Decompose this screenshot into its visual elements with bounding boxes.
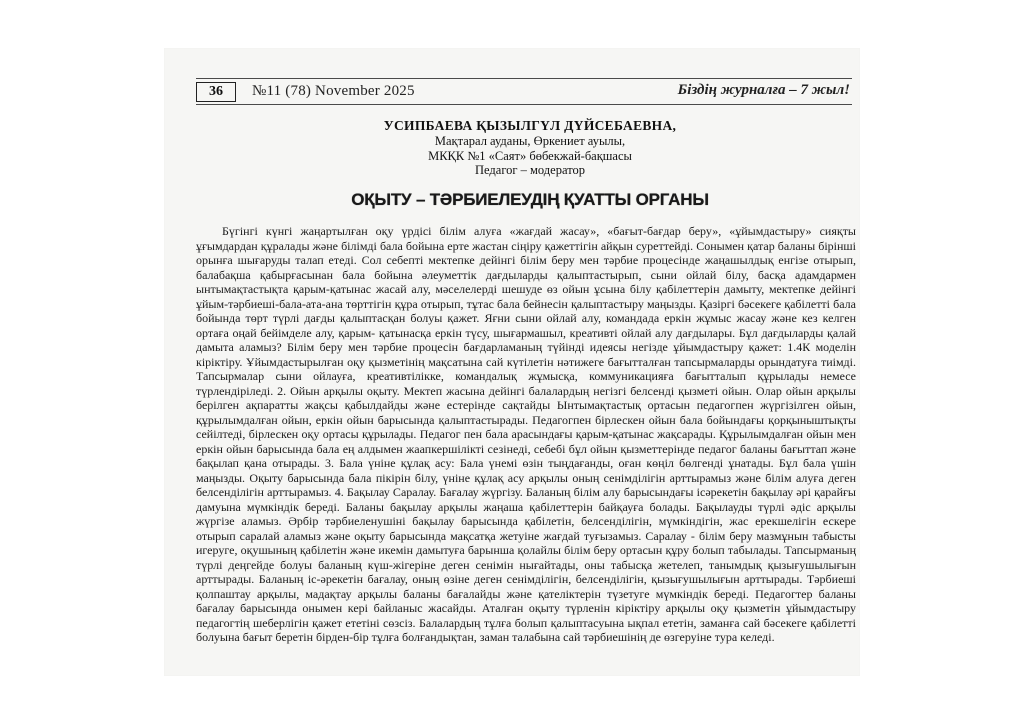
author-location: Мақтарал ауданы, Өркениет ауылы, xyxy=(434,134,626,148)
article-title: ОҚЫТУ – ТӘРБИЕЛЕУДІҢ ҚУАТТЫ ОРГАНЫ xyxy=(351,190,709,209)
author-institution: МКҚК №1 «Саят» бөбекжай-бақшасы xyxy=(428,148,632,163)
header-bottom-rule xyxy=(196,104,852,105)
journal-tagline: Біздің журналға – 7 жыл! xyxy=(677,82,850,98)
author-name: УСИПБАЕВА ҚЫЗЫЛГҮЛ ДҮЙСЕБАЕВНА, xyxy=(383,118,677,133)
header-top-rule xyxy=(196,78,852,79)
author-position: Педагог – модератор xyxy=(475,163,585,177)
article-body: Бүгінгі күнгі жаңартылған оқу үрдісі білім алуға «жағдай жасау», «бағыт-бағдар беру», «ұйымдастыру» сияқты ұғымдардан құралады және білімді бала бойына ерте жастан сіңіру қажеттігін айқын суреттейді. Сонымен қатар баланы бірінші орынға шығаруды талап етеді. Сол себепті мектепке дейінгі білім беру мен тәрбие процесінде жаңашылдық енгізе отырып, балабақша қабырғасынан бала бойына әлеуметтік дағдыларды қалыптастырып, сыни ойлай білу, басқа адамдармен ынтымақтастықта қарым-қатынас жасай алу, мәселелерді шешуде өз ойын ұсына білу қабілеттерін дамыту, мектепке дейінгі ұйым-тәрбиеші-бала-ата-ана төрттігін құра отырып, тұтас бала бейнесін қалыптастыру маңызды. Қазіргі бәсекеге қабілетті бала бойында төрт түрлі дағды қалыптасқан болуы қажет. Яғни сыни ойлай алу, командада еркін жұмыс жасау және кез келген ортаға оңай бейімделе алу, қарым- қатынасқа еркін түсу, шығармашыл, креативті ойлай алу дағдылары. Бұл дағдыларды қалай дамыта аламыз? Білім беру мен тәрбие процесін бағдарламаның түйінді идеясы негізде ұйымдастыру қажет: 1.4К моделін кіріктіру. Ұйымдастырылған оқу қызметінің мақсатына сай күтілетін нәтижеге бағытталған тапсырмаларды орындатуға тиімді. Тапсырмалар сыни ойлауға, креативтілікке, командалық жұмысқа, коммуникацияға бағытталып құрылады немесе түрлендіріледі. 2. Ойын арқылы оқыту. Мектеп жасына дейінгі балалардың негізгі белсенді қызметі ойын. Олар ойын арқылы берілген ақпаратты жақсы қабылдайды және естерінде сақтайды Ынтымақтастық ортасын педагогпен жүргізілген ойын, құрылымдалған ойын, еркін ойын барысында қалыптастырады. Педагогпен бірлескен ойын бала бойындағы қорқыныштықты сейілтеді, бірлескен оқу ортасы құрылады. Педагог пен бала арасындағы қарым-қатынас жақсарады. Құрылымдалған ойын мен еркін ойын барысында бала ең алдымен жаапкершілікті сезінеді, себебі бұл ойын қызметтерінде педагог баланы бағыттап және бақылап қана отырады. 3. Бала үніне құлақ асу: Бала үнемі өзін тыңдағанды, оған көңіл бөлгенді ұнатады. Бұл бала үшін маңызды. Оқыту барысында бала пікірін білу, үніне құлақ асу арқылы оның сенімділігін арттырамыз және білім алуға деген белсенділігін арттырамыз. 4. Бақылау Саралау. Бағалау жүргізу. Баланың білім алу барысындағы ісәрекетін бақылау әрі қарайғы дамуына мүмкіндік береді. Баланы бақылау арқылы жаңаша қабілеттерін байқауға болады. Бақылауды түрлі әдіс арқылы жүргізе аламыз. Әрбір тәрбиеленушіні бақылау барысында қабілетін, белсенділігін, мүмкіндігін, жас ерекшелігін ескере отырып саралай аламыз және оқыту барысында мақсатқа жетуіне жағдай туғызамыз. Саралау - білім беру мазмұнын табысты игеруге, оқушының қабілетін және икемін дамытуға барынша қолайлы білім беру ортасын құру болып табылады. Тапсырманың түрлі деңгейде болуы баланың күш-жігеріне деген сенімін нығайтады, оны табысқа жетелеп, танымдық қызығушылығын арттырады. Баланың іс-әрекетін бағалау, оның өзіне деген сенімділігін, белсенділігін, қызығушылығын арттырады. Тәрбиеші қолпаштау арқылы, мадақтау арқылы баланы бағалайды және қателіктерін түзетуге мүмкіндік береді. Педагогтер баланы бағалау барысында онымен кері байланыс жасайды. Аталған оқыту түрленін кіріктіру арқылы оқу қызметін ұйымдастыру педагогтің шеберлігін қажет ететіні сөзсіз. Балалардың тұлға болып қалыптасуына ықпал ететін, заманға сай бәсекеге қабілетті болуына бағыт беретін бірден-бір тұлға болғандықтан, заман талабына сай тәрбиешінің де өзгеруіне тура келеді. xyxy=(196,224,856,644)
page-number: 36 xyxy=(196,82,236,102)
issue-label: №11 (78) November 2025 xyxy=(252,83,415,99)
author-block xyxy=(210,118,850,178)
